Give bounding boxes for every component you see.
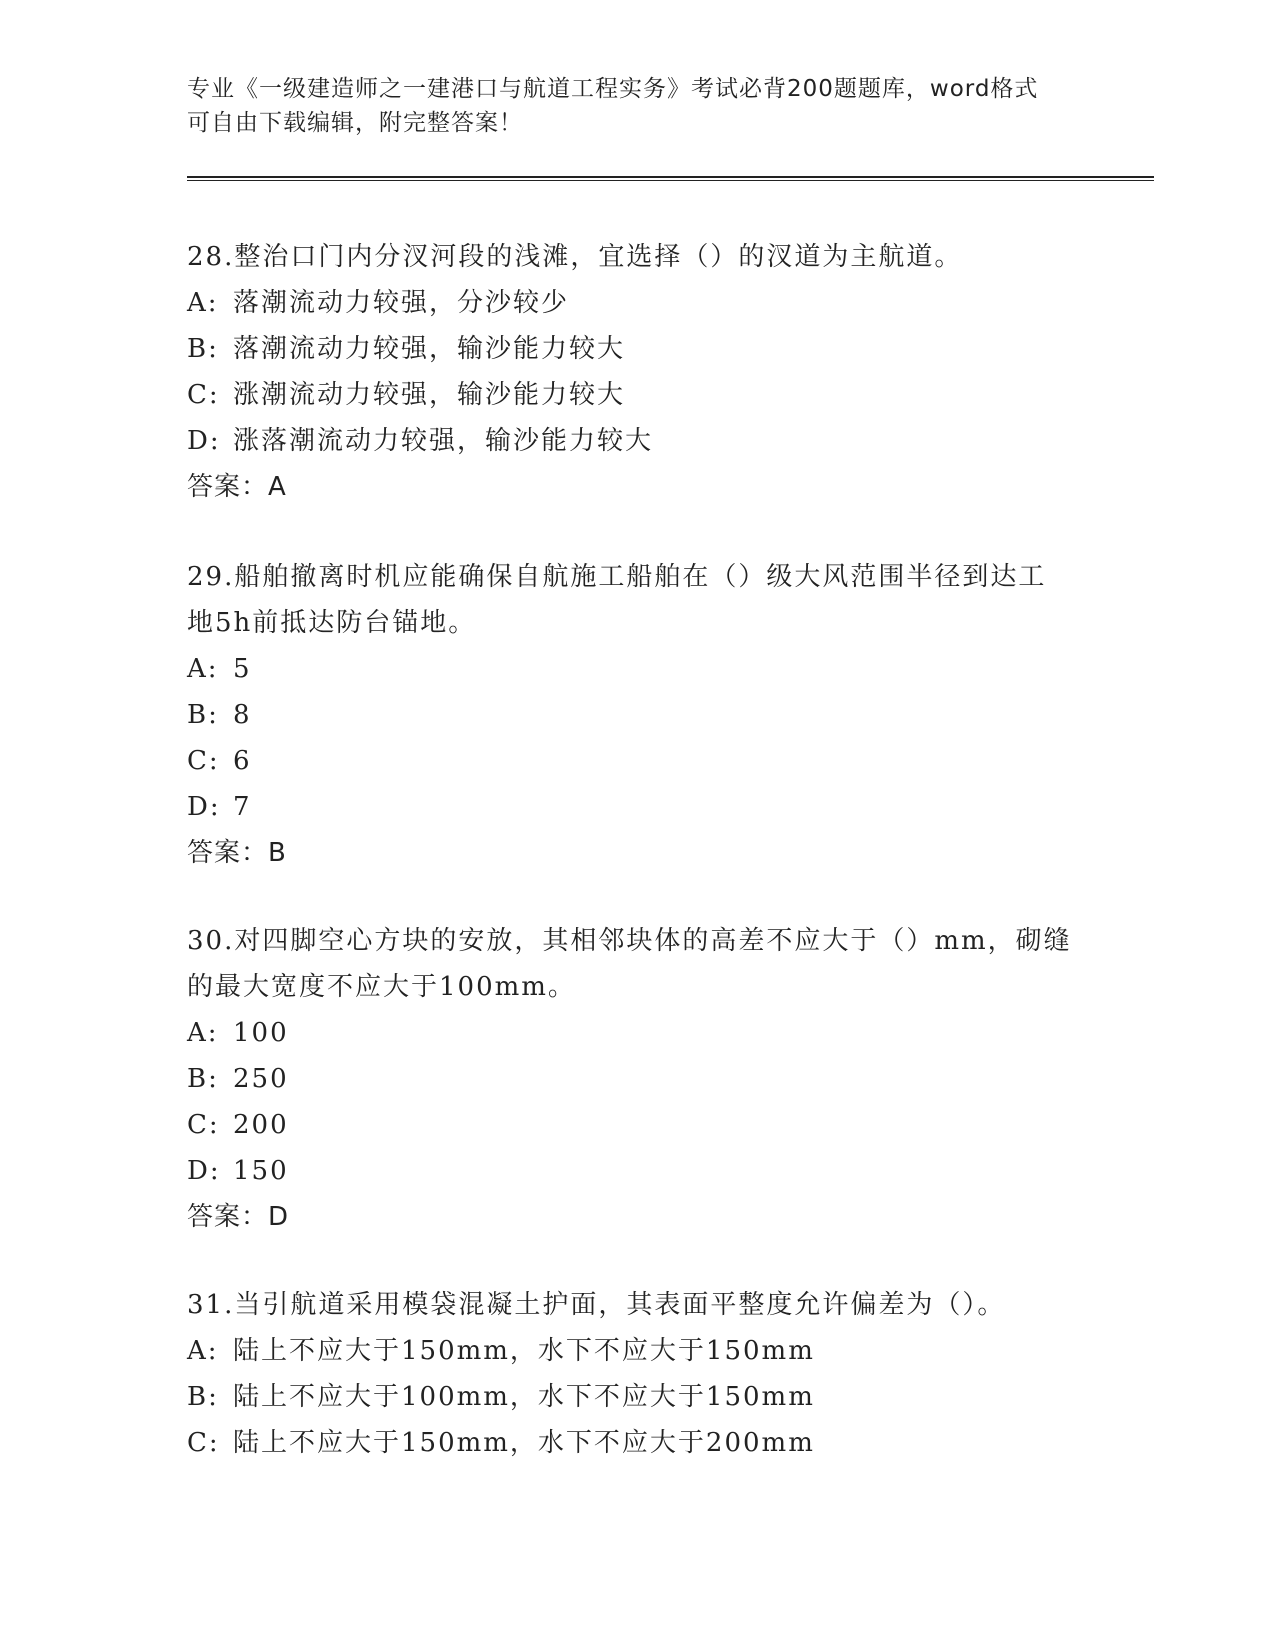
option-text: 150 xyxy=(233,1156,289,1186)
document-header xyxy=(187,72,1087,140)
option-text: 200 xyxy=(233,1110,289,1140)
question-30 xyxy=(187,918,1087,1240)
option-d xyxy=(187,1148,1087,1194)
option-key: C: xyxy=(187,1110,220,1140)
option-c xyxy=(187,1420,1087,1466)
question-stem-line-1: 29.船舶撤离时机应能确保自航施工船舶在（）级大风范围半径到达工 xyxy=(187,562,1047,592)
option-a xyxy=(187,1010,1087,1056)
question-28 xyxy=(187,234,1087,510)
option-a xyxy=(187,280,1087,326)
question-stem-line-2: 的最大宽度不应大于100mm。 xyxy=(187,972,576,1002)
option-key: A: xyxy=(187,1336,219,1366)
header-line-1: 专业《一级建造师之一建港口与航道工程实务》考试必背200题题库，word格式 xyxy=(187,76,1039,102)
option-key: C: xyxy=(187,1428,220,1458)
question-stem: 28.整治口门内分汊河段的浅滩，宜选择（）的汊道为主航道。 xyxy=(187,242,963,272)
option-key: D: xyxy=(187,792,221,822)
option-key: C: xyxy=(187,380,220,410)
answer-line: 答案：B xyxy=(187,838,287,868)
option-text: 陆上不应大于150mm，水下不应大于200mm xyxy=(233,1428,815,1458)
question-31 xyxy=(187,1282,1087,1466)
option-text: 100 xyxy=(233,1018,289,1048)
option-a xyxy=(187,1328,1087,1374)
answer-line: 答案：D xyxy=(187,1202,290,1232)
option-key: C: xyxy=(187,746,220,776)
option-text: 7 xyxy=(233,792,252,822)
answer-line: 答案：A xyxy=(187,472,287,502)
option-text: 陆上不应大于150mm，水下不应大于150mm xyxy=(233,1336,815,1366)
option-a xyxy=(187,646,1087,692)
option-text: 落潮流动力较强，输沙能力较大 xyxy=(233,334,626,364)
option-key: B: xyxy=(187,334,219,364)
option-b xyxy=(187,1056,1087,1102)
option-b xyxy=(187,692,1087,738)
option-key: D: xyxy=(187,1156,221,1186)
option-text: 陆上不应大于100mm，水下不应大于150mm xyxy=(233,1382,815,1412)
option-key: B: xyxy=(187,1064,219,1094)
option-text: 8 xyxy=(233,700,252,730)
option-text: 6 xyxy=(233,746,252,776)
option-c xyxy=(187,1102,1087,1148)
option-c xyxy=(187,738,1087,784)
option-c xyxy=(187,372,1087,418)
option-text: 250 xyxy=(233,1064,289,1094)
option-key: B: xyxy=(187,1382,219,1412)
option-key: D: xyxy=(187,426,221,456)
option-text: 落潮流动力较强，分沙较少 xyxy=(233,288,570,318)
option-key: A: xyxy=(187,1018,219,1048)
option-b xyxy=(187,326,1087,372)
question-stem-line-2: 地5h前抵达防台锚地。 xyxy=(187,608,477,638)
option-text: 涨潮流动力较强，输沙能力较大 xyxy=(233,380,626,410)
question-stem: 31.当引航道采用模袋混凝土护面，其表面平整度允许偏差为（）。 xyxy=(187,1290,1006,1320)
option-key: B: xyxy=(187,700,219,730)
option-text: 涨落潮流动力较强，输沙能力较大 xyxy=(233,426,654,456)
option-key: A: xyxy=(187,288,219,318)
option-d xyxy=(187,418,1087,464)
question-29 xyxy=(187,554,1087,876)
header-line-2: 可自由下载编辑，附完整答案！ xyxy=(187,110,523,136)
option-b xyxy=(187,1374,1087,1420)
option-d xyxy=(187,784,1087,830)
option-key: A: xyxy=(187,654,219,684)
option-text: 5 xyxy=(233,654,252,684)
question-stem-line-1: 30.对四脚空心方块的安放，其相邻块体的高差不应大于（）mm，砌缝 xyxy=(187,926,1072,956)
header-divider xyxy=(187,176,1154,181)
